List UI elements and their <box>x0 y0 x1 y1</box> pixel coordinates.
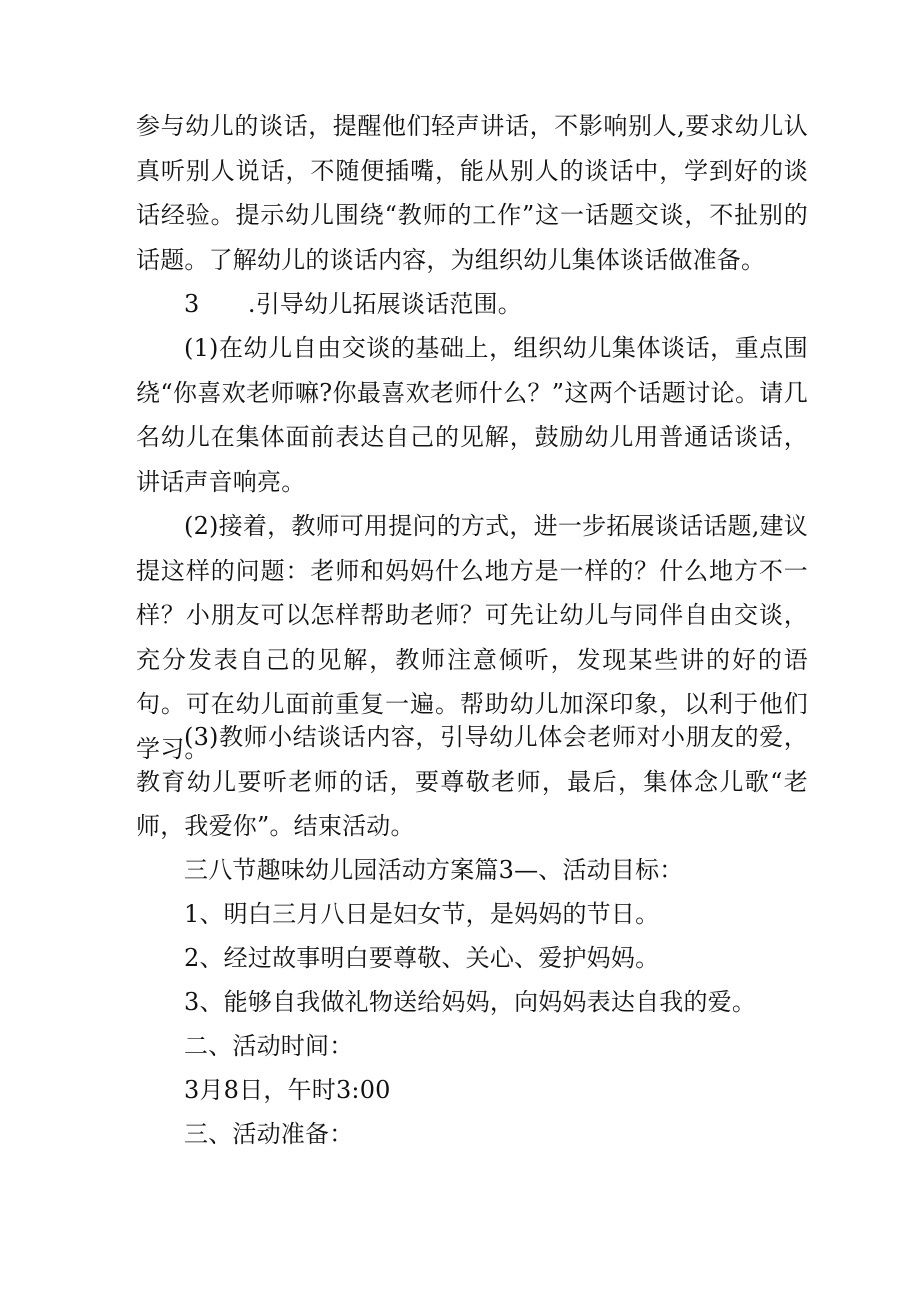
paragraph-step-1: (1)在幼儿自由交谈的基础上，组织幼儿集体谈话，重点围绕“你喜欢老师嘛?你最喜欢老师什么？”这两个话题讨论。请几名幼儿在集体面前表达自己的见解，鼓励幼儿用普通话谈话，讲话声音响亮。 <box>136 334 808 496</box>
paragraph-goal-1: 1、明白三月八日是妇女节，是妈妈的节日。 <box>184 900 660 928</box>
paragraph-step-3: (3)教师小结谈话内容，引导幼儿体会老师对小朋友的爱，教育幼儿要听老师的话，要尊敬老师，最后，集体念儿歌“老师，我爱你”。结束活动。 <box>136 723 808 840</box>
paragraph-step-3-heading: 3 .引导幼儿拓展谈话范围。 <box>184 290 522 318</box>
paragraph-continued-conversation: 参与幼儿的谈话，提醒他们轻声讲话，不影响别人,要求幼儿认真听别人说话，不随便插嘴，能从别人的谈话中，学到好的谈话经验。提示幼儿围绕“教师的工作”这一话题交谈，不扯别的话题。了解幼儿的谈话内容，为组织幼儿集体谈话做准备。 <box>136 112 808 274</box>
paragraph-time-value: 3月8日，午时3:00 <box>184 1076 391 1104</box>
paragraph-goal-3: 3、能够自我做礼物送给妈妈，向妈妈表达自我的爱。 <box>184 988 757 1016</box>
paragraph-step-2: (2)接着，教师可用提问的方式，进一步拓展谈话话题,建议提这样的问题：老师和妈妈什么地方是一样的？什么地方不一样？小朋友可以怎样帮助老师？可先让幼儿与同伴自由交谈，充分发表自己的见解，教师注意倾听，发现某些讲的好的语句。可在幼儿面前重复一遍。帮助幼儿加深印象，以利于他们学习。 <box>136 512 808 763</box>
paragraph-preparation-heading: 三、活动准备： <box>184 1120 354 1148</box>
paragraph-goal-2: 2、经过故事明白要尊敬、关心、爱护妈妈。 <box>184 944 660 972</box>
paragraph-time-heading: 二、活动时间： <box>184 1032 354 1060</box>
paragraph-section-heading: 三八节趣味幼儿园活动方案篇3—、活动目标： <box>184 856 684 884</box>
